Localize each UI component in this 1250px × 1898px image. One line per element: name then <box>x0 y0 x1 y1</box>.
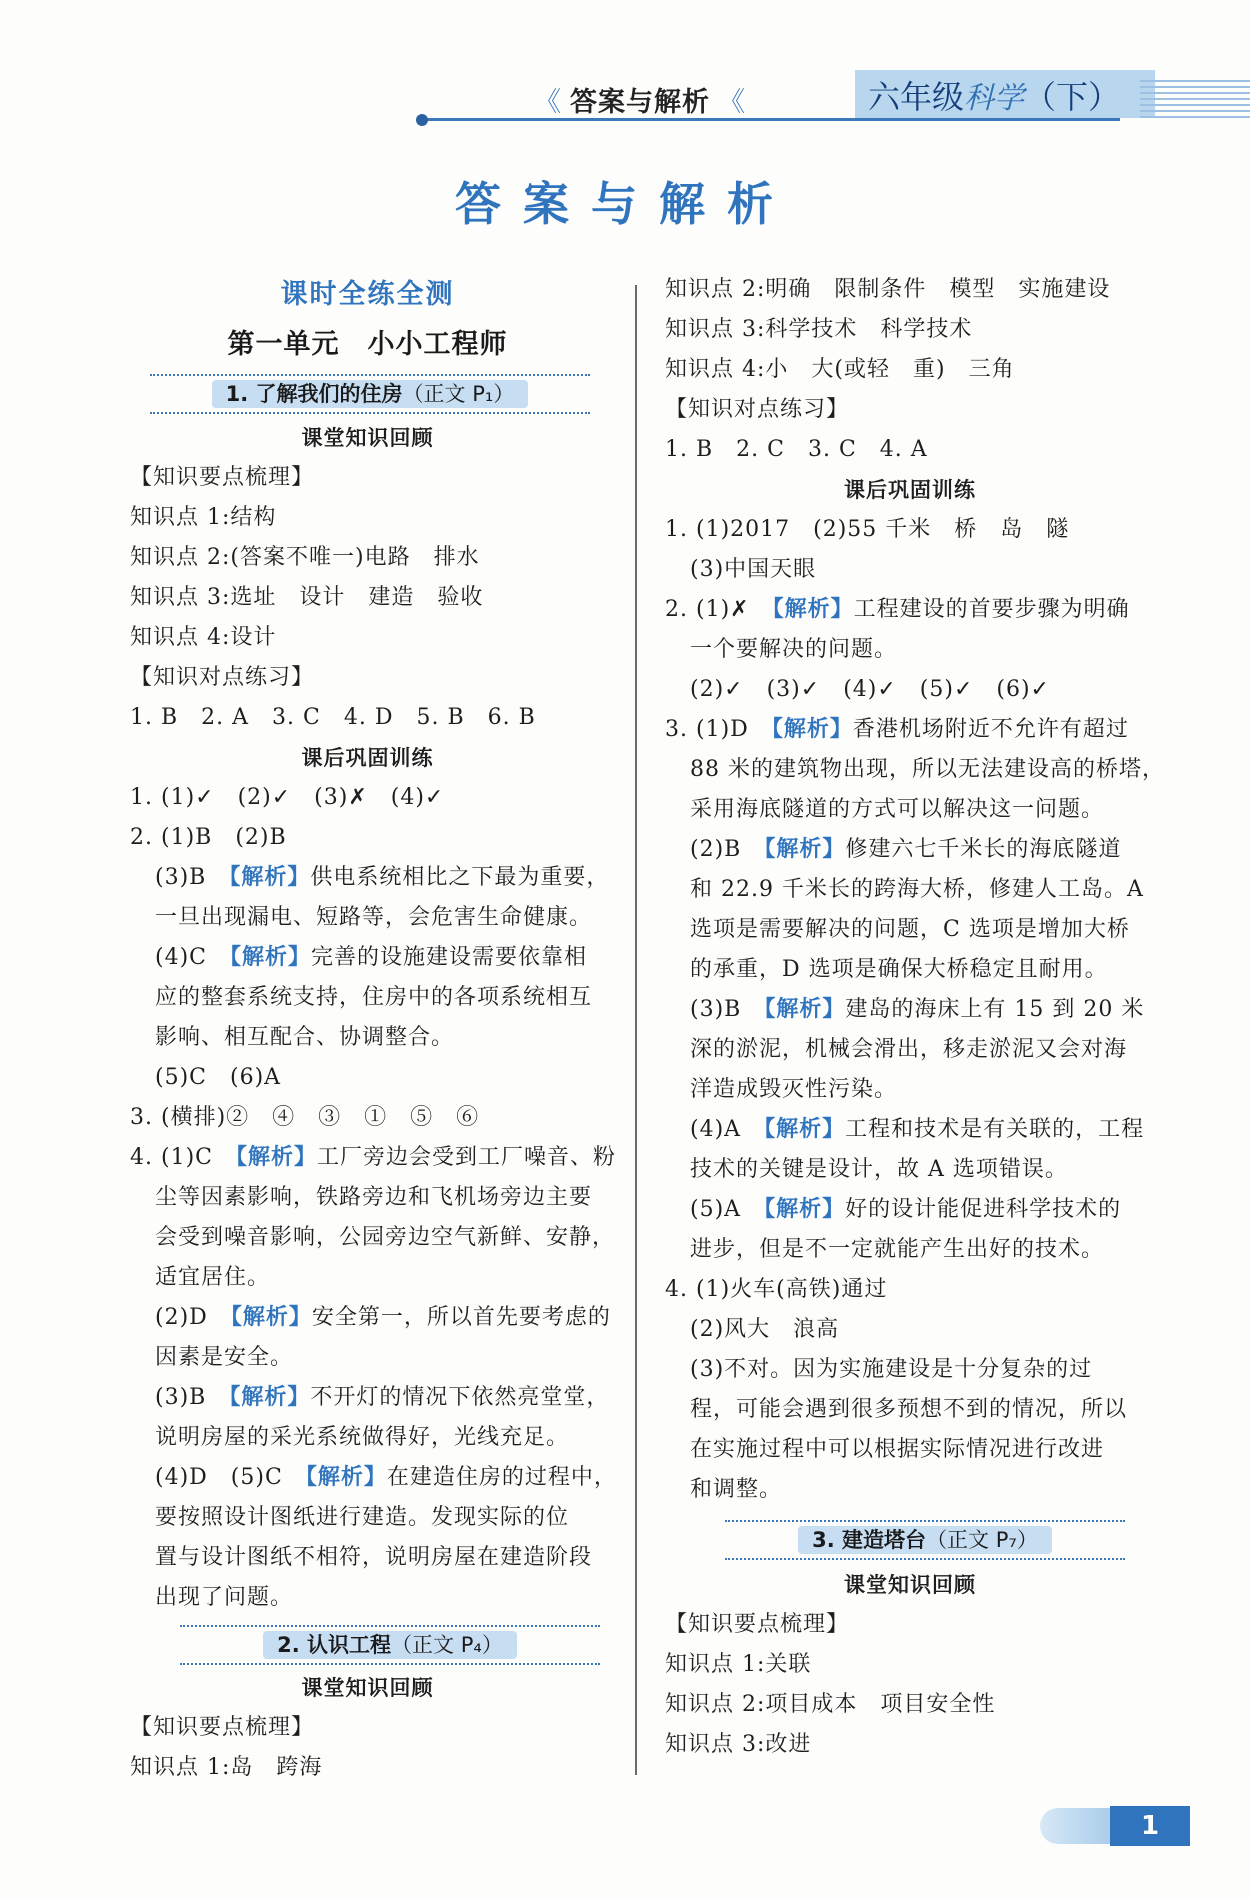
q4-explain-c: 说明房屋的采光系统做得好，光线充足。 <box>155 1425 570 1450</box>
page-title: 答案与解析 <box>455 177 795 231</box>
r-q3-answer-c: (3)B 【解析】建岛的海床上有 15 到 20 米 <box>690 997 1145 1022</box>
header-title-text: 答案与解析 <box>570 87 710 118</box>
r-q3-explain-c2: 洋造成毁灭性污染。 <box>690 1077 898 1102</box>
r-q4-answer-c4: 和调整。 <box>690 1477 783 1502</box>
header-rule <box>420 118 1120 121</box>
lesson-2-title: 2. 认识工程 <box>277 1633 392 1657</box>
q4-explain-d2: 置与设计图纸不相符，说明房屋在建造阶段 <box>155 1545 593 1570</box>
point-4: 知识点 4:设计 <box>130 625 277 650</box>
r-q4-answer-c3: 在实施过程中可以根据实际情况进行改进 <box>690 1437 1105 1462</box>
r-practice-head: 【知识对点练习】 <box>665 397 850 422</box>
q4-explain-d3: 出现了问题。 <box>155 1585 294 1610</box>
lesson-3-header <box>725 1520 1125 1560</box>
q4-answer-a: 4. (1)C 【解析】工厂旁边会受到工厂噪音、粉 <box>130 1145 617 1170</box>
q2-answer-d: (5)C (6)A <box>155 1065 282 1090</box>
lesson-3-title: 3. 建造塔台 <box>812 1528 927 1552</box>
r-q3-explain-b3: 的承重，D 选项是确保大桥稳定且耐用。 <box>690 957 1108 982</box>
header-grade <box>868 72 1120 116</box>
point-3: 知识点 3:选址 设计 建造 验收 <box>130 585 484 610</box>
r-q1-answer-b: (3)中国天眼 <box>690 557 817 582</box>
points-2-head: 【知识要点梳理】 <box>130 1715 315 1740</box>
r-q3-answer-b: (2)B 【解析】修建六七千米长的海底隧道 <box>690 837 1122 862</box>
r-q3-answer-a: 3. (1)D 【解析】香港机场附近不允许有超过 <box>665 717 1129 742</box>
header-dot <box>416 114 428 126</box>
r-q1-answer-a: 1. (1)2017 (2)55 千米 桥 岛 隧 <box>665 517 1070 542</box>
r-q3-explain-a2: 采用海底隧道的方式可以解决这一问题。 <box>690 797 1105 822</box>
q2-explain-c2: 影响、相互配合、协调整合。 <box>155 1025 455 1050</box>
q2-explain-c1: 应的整套系统支持，住房中的各项系统相互 <box>155 985 593 1010</box>
after-class-title: 课后巩固训练 <box>301 746 434 770</box>
r-q3-explain-c1: 深的淤泥，机械会滑出，移走淤泥又会对海 <box>690 1037 1128 1062</box>
r-q2-answer-a: 2. (1)✗ 【解析】工程建设的首要步骤为明确 <box>665 597 1130 622</box>
r-q3-explain-b2: 选项是需要解决的问题，C 选项是增加大桥 <box>690 917 1130 942</box>
r-practice-answers: 1. B 2. C 3. C 4. A <box>665 437 928 462</box>
grade-text: 六年级 <box>868 78 965 116</box>
r-points-head: 【知识要点梳理】 <box>665 1612 850 1637</box>
lesson-1-title: 1. 了解我们的住房 <box>225 382 403 406</box>
point-2: 知识点 2:(答案不唯一)电路 排水 <box>130 545 480 570</box>
lesson-3-point-1: 知识点 1:关联 <box>665 1652 812 1677</box>
q4-explain-b: 因素是安全。 <box>155 1345 294 1370</box>
q4-explain-a2: 会受到噪音影响，公园旁边空气新鲜、安静， <box>155 1225 616 1250</box>
r-point-4: 知识点 4:小 大(或轻 重) 三角 <box>665 357 1015 382</box>
unit-title: 第一单元 小小工程师 <box>227 329 508 360</box>
r-q2-answer-b: (2)✓ (3)✓ (4)✓ (5)✓ (6)✓ <box>690 677 1050 702</box>
r-q3-explain-e: 进步，但是不一定就能产生出好的技术。 <box>690 1237 1105 1262</box>
lesson-2-ref: （正文 P₄） <box>391 1633 503 1657</box>
r-after-class-title: 课后巩固训练 <box>844 478 976 502</box>
subject-char-2: 学 <box>994 81 1025 116</box>
column-divider <box>635 285 637 1775</box>
review-title: 课堂知识回顾 <box>301 426 434 450</box>
q4-answer-b: (2)D 【解析】安全第一，所以首先要考虑的 <box>155 1305 611 1330</box>
point-1: 知识点 1:结构 <box>130 505 277 530</box>
points-head: 【知识要点梳理】 <box>130 465 315 490</box>
q4-answer-c: (3)B 【解析】不开灯的情况下依然亮堂堂， <box>155 1385 610 1410</box>
subject-char-1: 科 <box>964 81 995 116</box>
r-q4-answer-c2: 程，可能会遇到很多预想不到的情况，所以 <box>690 1397 1128 1422</box>
q2-answer-b: (3)B 【解析】供电系统相比之下最为重要， <box>155 865 610 890</box>
r-q3-explain-d: 技术的关键是设计，故 A 选项错误。 <box>690 1157 1068 1182</box>
chevron-right-icon: 《 <box>718 87 746 118</box>
q1-answer: 1. (1)✓ (2)✓ (3)✗ (4)✓ <box>130 785 445 810</box>
r-q4-answer-c1: (3)不对。因为实施建设是十分复杂的过 <box>690 1357 1093 1382</box>
chevron-left-icon: 《 <box>534 87 562 118</box>
section-title: 课时全练全测 <box>280 279 455 310</box>
term-text: （下） <box>1024 78 1121 116</box>
r-q3-answer-d: (4)A 【解析】工程和技术是有关联的，工程 <box>690 1117 1145 1142</box>
r-point-3: 知识点 3:科学技术 科学技术 <box>665 317 973 342</box>
r-q4-answer-a: 4. (1)火车(高铁)通过 <box>665 1277 888 1302</box>
practice-answers: 1. B 2. A 3. C 4. D 5. B 6. B <box>130 705 536 730</box>
q4-explain-d1: 要按照设计图纸进行建造。发现实际的位 <box>155 1505 570 1530</box>
lesson-3-ref: （正文 P₇） <box>926 1528 1038 1552</box>
lesson-1-header <box>150 374 590 414</box>
q2-answer-c: (4)C 【解析】完善的设施建设需要依靠相 <box>155 945 588 970</box>
page-number: 1 <box>1110 1806 1190 1846</box>
r-point-2: 知识点 2:明确 限制条件 模型 实施建设 <box>665 277 1111 302</box>
q4-explain-a1: 尘等因素影响，铁路旁边和飞机场旁边主要 <box>155 1185 593 1210</box>
lesson-2-header <box>180 1625 600 1665</box>
q2-answer-a: 2. (1)B (2)B <box>130 825 287 850</box>
lesson-3-point-3: 知识点 3:改进 <box>665 1732 812 1757</box>
r-q2-explain-a: 一个要解决的问题。 <box>690 637 898 662</box>
q3-answer: 3. (横排)② ④ ③ ① ⑤ ⑥ <box>130 1105 480 1130</box>
lesson-1-ref: （正文 P₁） <box>402 382 515 406</box>
lesson-2-point-1: 知识点 1:岛 跨海 <box>130 1755 323 1780</box>
header-stripes <box>1140 80 1250 120</box>
r-review-title: 课堂知识回顾 <box>844 1573 976 1597</box>
q4-answer-d: (4)D (5)C 【解析】在建造住房的过程中， <box>155 1465 617 1490</box>
r-q3-answer-e: (5)A 【解析】好的设计能促进科学技术的 <box>690 1197 1122 1222</box>
practice-head: 【知识对点练习】 <box>130 665 315 690</box>
r-q4-answer-b: (2)风大 浪高 <box>690 1317 840 1342</box>
q2-explain-b: 一旦出现漏电、短路等，会危害生命健康。 <box>155 905 593 930</box>
q4-explain-a3: 适宜居住。 <box>155 1265 271 1290</box>
header-center-title <box>520 80 760 116</box>
r-q3-explain-a1: 88 米的建筑物出现，所以无法建设高的桥塔， <box>690 757 1165 782</box>
lesson-3-point-2: 知识点 2:项目成本 项目安全性 <box>665 1692 996 1717</box>
review-2-title: 课堂知识回顾 <box>301 1676 434 1700</box>
r-q3-explain-b1: 和 22.9 千米长的跨海大桥，修建人工岛。A <box>690 877 1144 902</box>
